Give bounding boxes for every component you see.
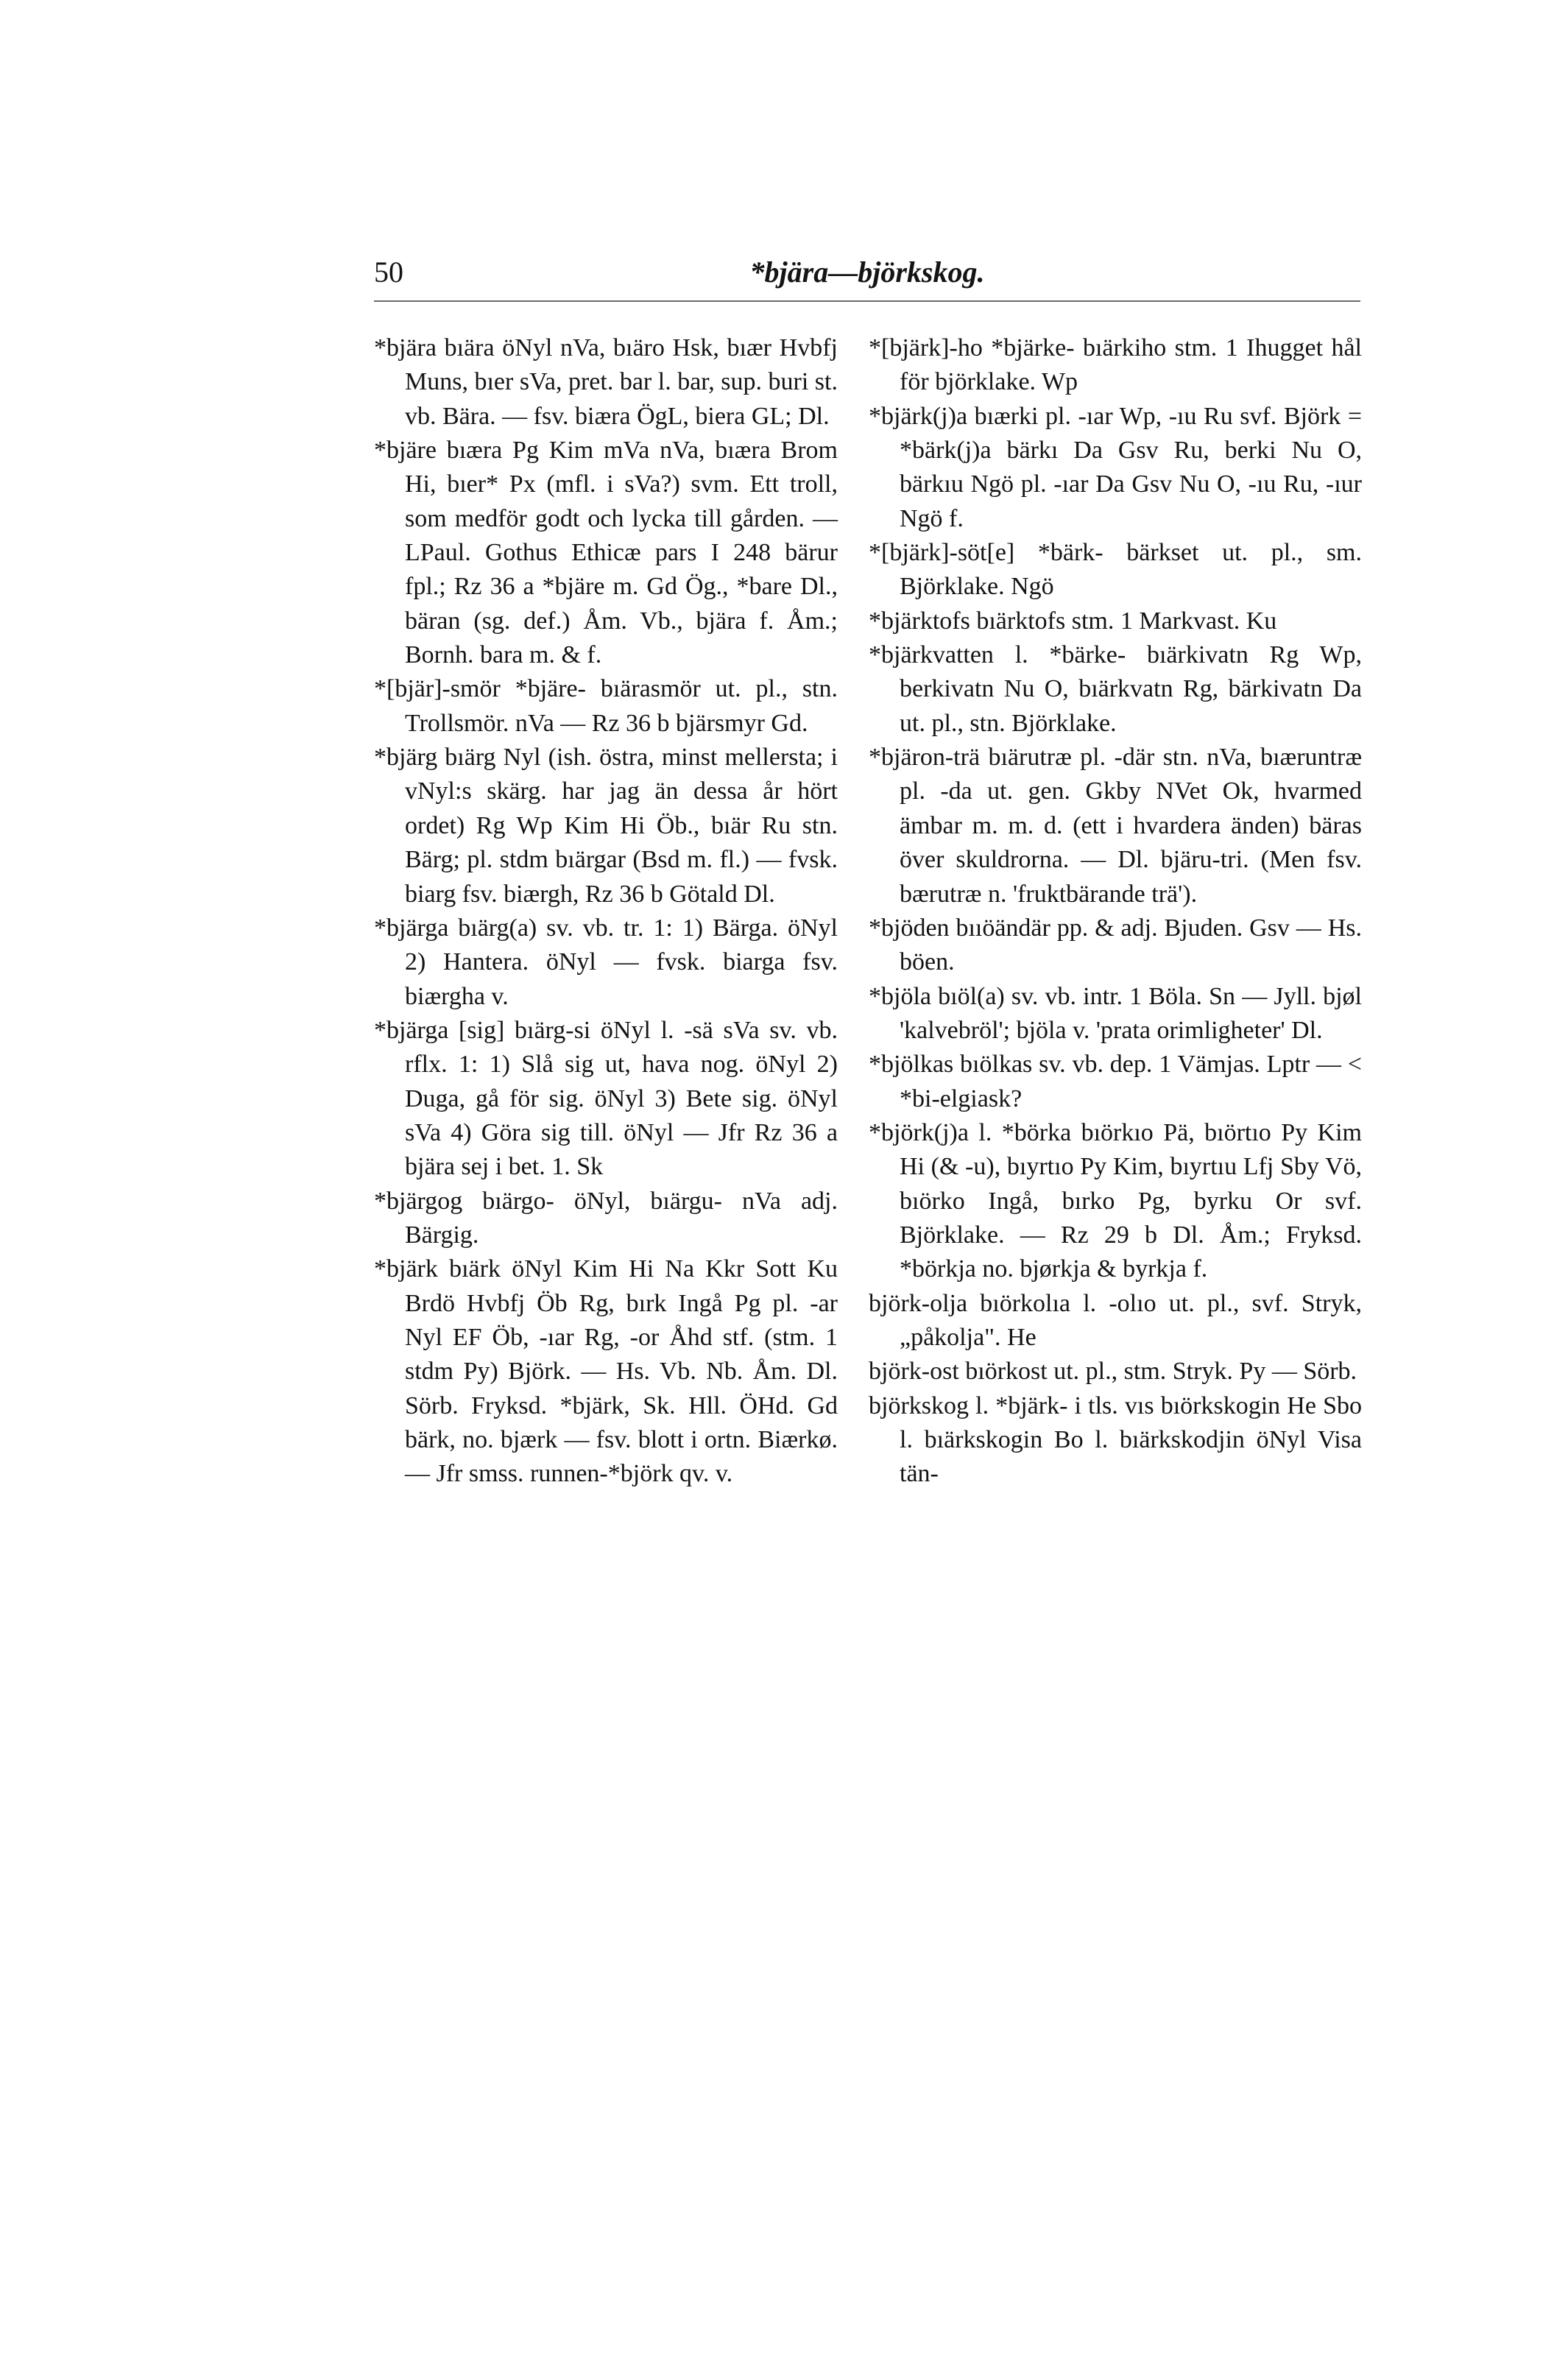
entry-bjark-ho: *[bjärk]-ho *bjärke- bıärkiho stm. 1 Ihugget hål för björklake. Wp (869, 334, 1362, 396)
entry-bjare: *bjäre bıæra Pg Kim mVa nVa, bıæra Brom Hi, bıer* Px (mfl. i sVa?) svm. Ett troll, som medför godt och lycka till gården. — LPaul. Gothus Ethicæ pars I 248 bärur fpl.; Rz 36 a *bjäre m. Gd Ög., *bare Dl., bäran (sg. def.) Åm. Vb., bjära f. Åm.; Bornh. bara m. & f. (374, 437, 838, 669)
entry-bjola: *bjöla bıöl(a) sv. vb. intr. 1 Böla. Sn — Jyll. bjøl 'kalvebröl'; bjöla v. 'prata orimligheter' Dl. (869, 982, 1362, 1044)
entry-bjarga: *bjärga bıärg(a) sv. vb. tr. 1: 1) Bärga. öNyl 2) Hantera. öNyl — fvsk. biarga fsv. biærgha v. (374, 914, 838, 1010)
entry-bjoden: *bjöden bııöändär pp. & adj. Bjuden. Gsv — Hs. böen. (869, 914, 1362, 976)
entry-bjarga-sig: *bjärga [sig] bıärg-si öNyl l. -sä sVa sv. vb. rflx. 1: 1) Slå sig ut, hava nog. öNyl 2) Duga, gå för sig. öNyl 3) Bete sig. öNyl sVa 4) Göra sig till. öNyl — Jfr Rz 36 a bjära sej i bet. 1. Sk (374, 1016, 838, 1181)
entry-bjork-ost: björk-ost bıörkost ut. pl., stm. Stryk. Py — Sörb. (869, 1358, 1357, 1386)
entry-bjarktofs: *bjärktofs bıärktofs stm. 1 Markvast. Ku (869, 607, 1277, 635)
entry-bjarg: *bjärg bıärg Nyl (ish. östra, minst mellersta; i vNyl:s skärg. har jag än dessa år hört ordet) Rg Wp Kim Hi Öb., bıär Ru stn. Bärg; pl. stdm bıärgar (Bsd m. fl.) — fvsk. biarg fsv. biærgh, Rz 36 b Götald Dl. (374, 744, 838, 908)
header-rule (374, 300, 1360, 302)
entry-bjorkskog: björkskog l. *bjärk- i tls. vıs bıörkskogin He Sbo l. bıärkskogin Bo l. bıärkskodjin öNyl Visa tän- (869, 1391, 1362, 1488)
entry-bjarkvatten: *bjärkvatten l. *bärke- bıärkivatn Rg Wp, berkivatn Nu O, bıärkvatn Rg, bärkivatn Da ut. pl., stn. Björklake. (869, 641, 1362, 737)
entry-bjark: *bjärk bıärk öNyl Kim Hi Na Kkr Sott Ku Brdö Hvbfj Öb Rg, bırk Ingå Pg pl. -ar Nyl EF Öb, -ıar Rg, -or Åhd stf. (stm. 1 stdm Py) Björk. — Hs. Vb. Nb. Åm. Dl. Sörb. Fryksd. *bjärk, Sk. Hll. ÖHd. Gd bärk, no. bjærk — fsv. blott i ortn. Biærkø. — Jfr smss. runnen-*björk qv. v. (374, 1255, 838, 1488)
entry-bjarkja: *bjärk(j)a bıærki pl. -ıar Wp, -ıu Ru svf. Björk = *bärk(j)a bärkı Da Gsv Ru, berki Nu O, bärkıu Ngö pl. -ıar Da Gsv Nu O, -ıu Ru, -ıur Ngö f. (869, 402, 1362, 532)
entry-bjork-olja: björk-olja bıörkolıa l. -olıo ut. pl., svf. Stryk, „påkolja". He (869, 1289, 1362, 1351)
page-header (374, 254, 1360, 298)
entry-bjolkas: *bjölkas bıölkas sv. vb. dep. 1 Vämjas. Lptr — < *bi-elgiask? (869, 1051, 1362, 1112)
right-column (869, 331, 1362, 1492)
entry-bjaron-tra: *bjäron-trä bıärutræ pl. -där stn. nVa, bıæruntræ pl. -da ut. gen. Gkby NVet Ok, hvarmed ämbar m. m. d. (ett i hvardera änden) bäras över skuldrorna. — Dl. bjäru-tri. (Men fsv. bærutræ n. 'fruktbärande trä'). (869, 744, 1362, 908)
left-column (374, 331, 838, 1492)
entry-bjar-smor: *[bjär]-smör *bjäre- bıärasmör ut. pl., stn. Trollsmör. nVa — Rz 36 b bjärsmyr Gd. (374, 675, 838, 737)
running-head: *bjära—björkskog. (749, 255, 985, 289)
entry-bjara: *bjära bıära öNyl nVa, bıäro Hsk, bıær Hvbfj Muns, bıer sVa, pret. bar l. bar, sup. buri st. vb. Bära. — fsv. biæra ÖgL, biera GL; Dl. (374, 334, 838, 430)
entry-bjorkja: *björk(j)a l. *börka bıörkıo Pä, bıörtıo Py Kim Hi (& -u), bıyrtıo Py Kim, bıyrtıu Lfj Sby Vö, bıörko Ingå, bırko Pg, byrku Or svf. Björklake. — Rz 29 b Dl. Åm.; Fryksd. *börkja no. bjørkja & byrkja f. (869, 1118, 1362, 1283)
page-number: 50 (374, 255, 403, 289)
entry-bjargog: *bjärgog bıärgo- öNyl, bıärgu- nVa adj. Bärgig. (374, 1187, 838, 1249)
entry-bjark-sote: *[bjärk]-söt[e] *bärk- bärkset ut. pl., sm. Björklake. Ngö (869, 539, 1362, 601)
